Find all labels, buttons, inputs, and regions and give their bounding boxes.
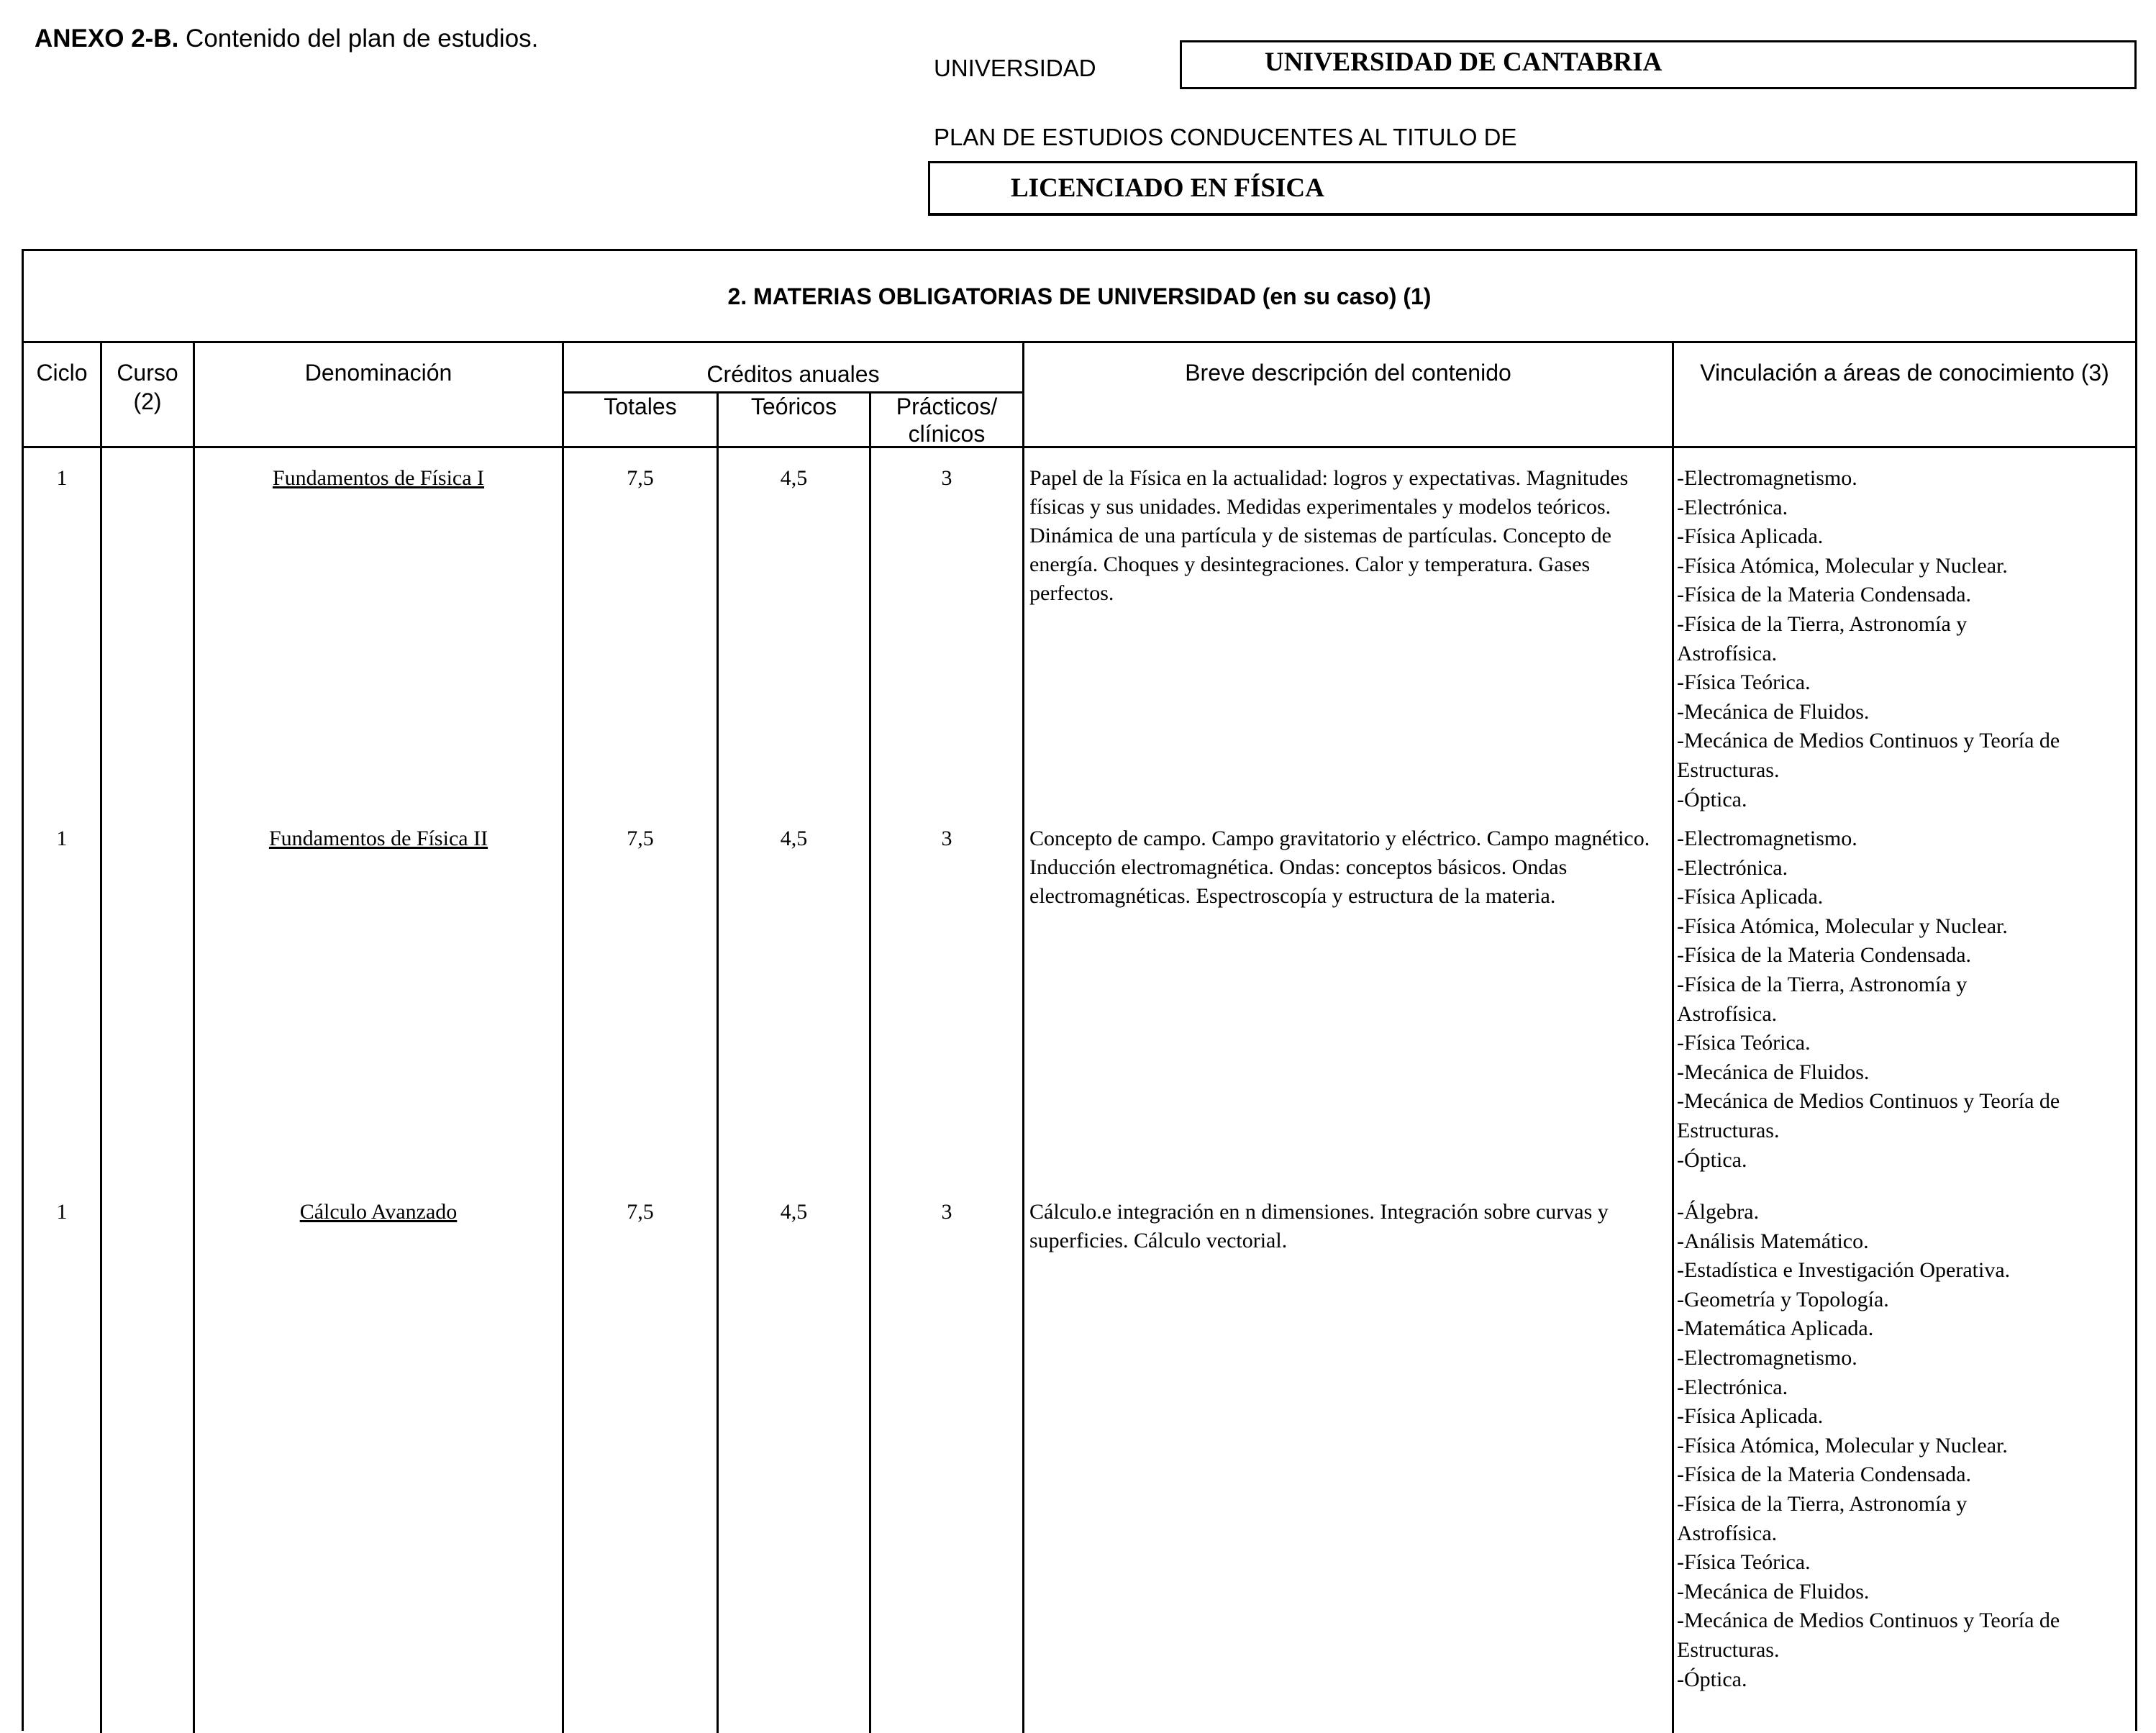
row-totales: 7,5 [627, 466, 654, 490]
area-item: -Física de la Tierra, Astronomía y [1677, 611, 1968, 636]
degree-box [928, 161, 2137, 216]
area-item: -Electromagnetismo. [1677, 466, 1857, 490]
area-item: Estructuras. [1677, 758, 1780, 782]
university-box [1180, 40, 2137, 89]
area-item: -Física Atómica, Molecular y Nuclear. [1677, 553, 2008, 578]
column-divider [100, 341, 102, 1733]
column-divider [717, 391, 719, 1733]
header-practicos: Prácticos/ [896, 394, 998, 419]
column-divider [1022, 341, 1024, 1733]
area-item: Estructuras. [1677, 1118, 1780, 1142]
row-descripcion: Cálculo.e integración en n dimensiones. Integración sobre curvas y superficies. Cálculo vectorial. [1029, 1200, 1609, 1252]
subjects-table [22, 249, 2137, 1731]
university-label: UNIVERSIDAD [934, 55, 1096, 81]
header-teoricos: Teóricos [750, 394, 837, 419]
header-descripcion: Breve descripción del contenido [1185, 360, 1511, 386]
area-item: -Estadística e Investigación Operativa. [1677, 1258, 2011, 1283]
area-item: -Mecánica de Medios Continuos y Teoría de [1677, 1089, 2060, 1114]
row-ciclo: 1 [56, 1200, 68, 1224]
area-item: -Física de la Materia Condensada. [1677, 1463, 1972, 1487]
header-curso: Curso [117, 360, 178, 386]
row-practicos: 3 [941, 1200, 952, 1224]
area-item: Astrofísica. [1677, 641, 1778, 665]
university-name: UNIVERSIDAD DE CANTABRIA [1265, 47, 1663, 77]
header-clinicos: clínicos [908, 421, 986, 447]
row-teoricos: 4,5 [780, 466, 808, 490]
header-creditos: Créditos anuales [706, 361, 880, 387]
area-item: -Física Aplicada. [1677, 885, 1824, 909]
area-item: Astrofísica. [1677, 1521, 1778, 1545]
area-item: -Física Teórica. [1677, 670, 1811, 695]
area-item: -Álgebra. [1677, 1200, 1760, 1224]
column-divider [1672, 341, 1674, 1733]
degree-title: LICENCIADO EN FÍSICA [1011, 173, 1324, 203]
annex-description: Contenido del plan de estudios. [178, 24, 539, 53]
divider [24, 446, 2135, 448]
area-item: -Electromagnetismo. [1677, 827, 1857, 850]
annex-heading [35, 24, 538, 53]
area-item: -Física Teórica. [1677, 1550, 1811, 1575]
area-item: -Física de la Tierra, Astronomía y [1677, 972, 1968, 996]
column-divider [562, 341, 564, 1733]
area-item: -Análisis Matemático. [1677, 1229, 1869, 1253]
row-ciclo: 1 [56, 827, 68, 850]
row-practicos: 3 [941, 466, 952, 490]
row-teoricos: 4,5 [780, 1200, 808, 1224]
area-item: -Óptica. [1677, 787, 1747, 811]
row-totales: 7,5 [627, 1200, 654, 1224]
column-divider [193, 341, 195, 1733]
row-areas [1677, 824, 2134, 1175]
area-item: -Matemática Aplicada. [1677, 1316, 1874, 1341]
area-item: -Electrónica. [1677, 495, 1788, 519]
area-item: -Física Aplicada. [1677, 1404, 1824, 1429]
area-item: -Física Atómica, Molecular y Nuclear. [1677, 914, 2008, 938]
divider [24, 341, 2135, 343]
header-ciclo: Ciclo [36, 360, 88, 386]
area-item: -Física Aplicada. [1677, 524, 1824, 549]
area-item: -Electrónica. [1677, 855, 1788, 880]
area-item: -Física de la Materia Condensada. [1677, 583, 1972, 607]
row-denominacion: Cálculo Avanzado [299, 1200, 458, 1224]
header-denominacion: Denominación [304, 360, 452, 386]
area-item: -Mecánica de Fluidos. [1677, 1579, 1870, 1604]
area-item: Astrofísica. [1677, 1001, 1778, 1026]
plan-label: PLAN DE ESTUDIOS CONDUCENTES AL TITULO DE [934, 124, 1517, 150]
row-denominacion: Fundamentos de Física II [268, 827, 488, 850]
area-item: -Física de la Tierra, Astronomía y [1677, 1491, 1968, 1516]
area-item: -Física Teórica. [1677, 1031, 1811, 1055]
area-item: -Óptica. [1677, 1147, 1747, 1172]
header-curso-note: (2) [133, 388, 162, 414]
row-totales: 7,5 [627, 827, 654, 850]
area-item: -Óptica. [1677, 1667, 1747, 1691]
area-item: -Mecánica de Medios Continuos y Teoría de [1677, 1609, 2060, 1633]
section-title: 2. MATERIAS OBLIGATORIAS DE UNIVERSIDAD (en su caso) (1) [727, 283, 1432, 309]
row-descripcion: Papel de la Física en la actualidad: logros y expectativas. Magnitudes físicas y sus unidades. Medidas experimentales y modelos teóricos. Dinámica de una partícula y de sistemas de partículas. Concepto de energía. Choques y desintegraciones. Calor y temperatura. Gases perfectos. [1029, 466, 1629, 605]
annex-label: ANEXO 2-B. [35, 24, 179, 53]
area-item: -Mecánica de Fluidos. [1677, 1060, 1870, 1084]
area-item: -Mecánica de Medios Continuos y Teoría de [1677, 729, 2060, 753]
row-areas [1677, 1198, 2134, 1694]
area-item: -Física Atómica, Molecular y Nuclear. [1677, 1433, 2008, 1457]
area-item: -Electromagnetismo. [1677, 1345, 1857, 1370]
area-item: -Electrónica. [1677, 1375, 1788, 1399]
area-item: Estructuras. [1677, 1637, 1780, 1662]
area-item: -Geometría y Topología. [1677, 1287, 1889, 1311]
row-practicos: 3 [941, 827, 952, 850]
column-divider [869, 391, 871, 1733]
area-item: -Mecánica de Fluidos. [1677, 699, 1870, 724]
row-ciclo: 1 [56, 466, 68, 490]
header-vinculacion: Vinculación a áreas de conocimiento (3) [1700, 360, 2109, 386]
row-areas [1677, 464, 2134, 814]
row-teoricos: 4,5 [780, 827, 808, 850]
row-descripcion: Concepto de campo. Campo gravitatorio y eléctrico. Campo magnético. Inducción electromagnética. Ondas: conceptos básicos. Ondas electromagnéticas. Espectroscopía y estructura de la materia. [1029, 827, 1650, 908]
row-denominacion: Fundamentos de Física I [272, 466, 485, 490]
area-item: -Física de la Materia Condensada. [1677, 943, 1972, 968]
header-totales: Totales [604, 394, 677, 419]
